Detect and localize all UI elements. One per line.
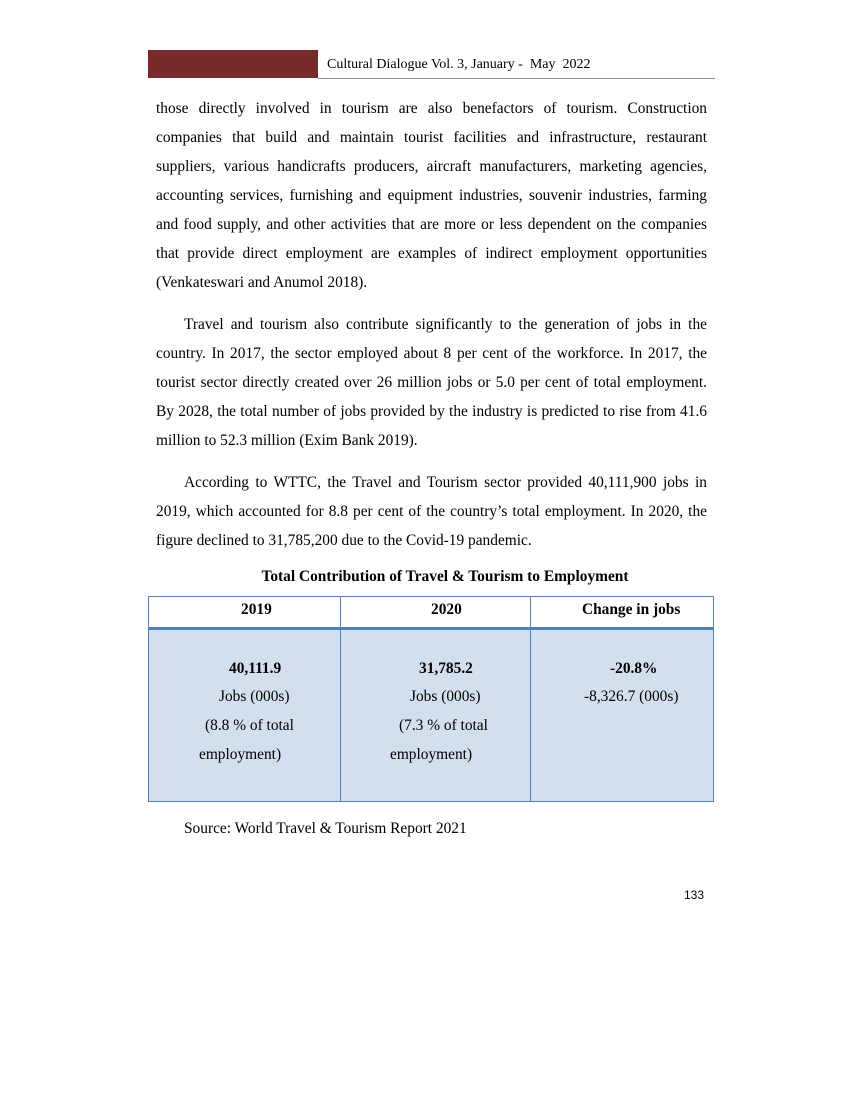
body-paragraph-2: Travel and tourism also contribute significantly to the generation of jobs in the country. In 2017, the sector employed about 8 per cent of the workforce. In 2017, the tourist sector directly created over 26 million jobs or 5.0 per cent of total employment. By 2028, the total number of jobs provided by the industry is predicted to rise from 41.6 million to 52.3 million (Exim Bank 2019). bbox=[156, 316, 707, 449]
cell-change-percent: -20.8% bbox=[610, 660, 658, 677]
column-divider bbox=[340, 597, 341, 801]
cell-2019-share: (8.8 % of total bbox=[205, 717, 294, 734]
cell-change-jobs: -8,326.7 (000s) bbox=[584, 688, 679, 705]
table-title: Total Contribution of Travel & Tourism to Employment bbox=[261, 568, 629, 585]
running-header: Cultural Dialogue Vol. 3, January - May 2022 bbox=[327, 57, 591, 72]
cell-2020-unit: Jobs (000s) bbox=[410, 688, 481, 705]
page-number: 133 bbox=[684, 888, 705, 902]
column-header-2020: 2020 bbox=[431, 601, 462, 618]
cell-2019-unit: Jobs (000s) bbox=[219, 688, 290, 705]
cell-2019-share-cont: employment) bbox=[199, 746, 282, 763]
cell-2020-share-cont: employment) bbox=[390, 746, 473, 763]
header-color-bar bbox=[148, 50, 318, 78]
cell-2019-value: 40,111.9 bbox=[229, 660, 282, 677]
column-header-change: Change in jobs bbox=[582, 601, 681, 618]
column-divider bbox=[530, 597, 531, 801]
body-paragraph-3: According to WTTC, the Travel and Tourism sector provided 40,111,900 jobs in 2019, which accounted for 8.8 per cent of the country’s total employment. In 2020, the figure declined to 31,785,200 due to the Covid-19 pandemic. bbox=[156, 474, 707, 549]
body-paragraph-1: those directly involved in tourism are also benefactors of tourism. Construction companies that build and maintain tourist facilities and infrastructure, restaurant suppliers, various handicrafts producers, aircraft manufacturers, marketing agencies, accounting services, furnishing and equipment industries, souvenir industries, farming and food supply, and other activities that are more or less dependent on the companies that provide direct employment are examples of indirect employment opportunities (Venkateswari and Anumol 2018). bbox=[156, 100, 707, 291]
cell-2020-value: 31,785.2 bbox=[419, 660, 473, 677]
employment-table bbox=[148, 596, 714, 802]
cell-2020-share: (7.3 % of total bbox=[399, 717, 488, 734]
column-header-2019: 2019 bbox=[241, 601, 272, 618]
header-rule bbox=[318, 78, 715, 79]
table-source: Source: World Travel & Tourism Report 2021 bbox=[184, 820, 467, 837]
